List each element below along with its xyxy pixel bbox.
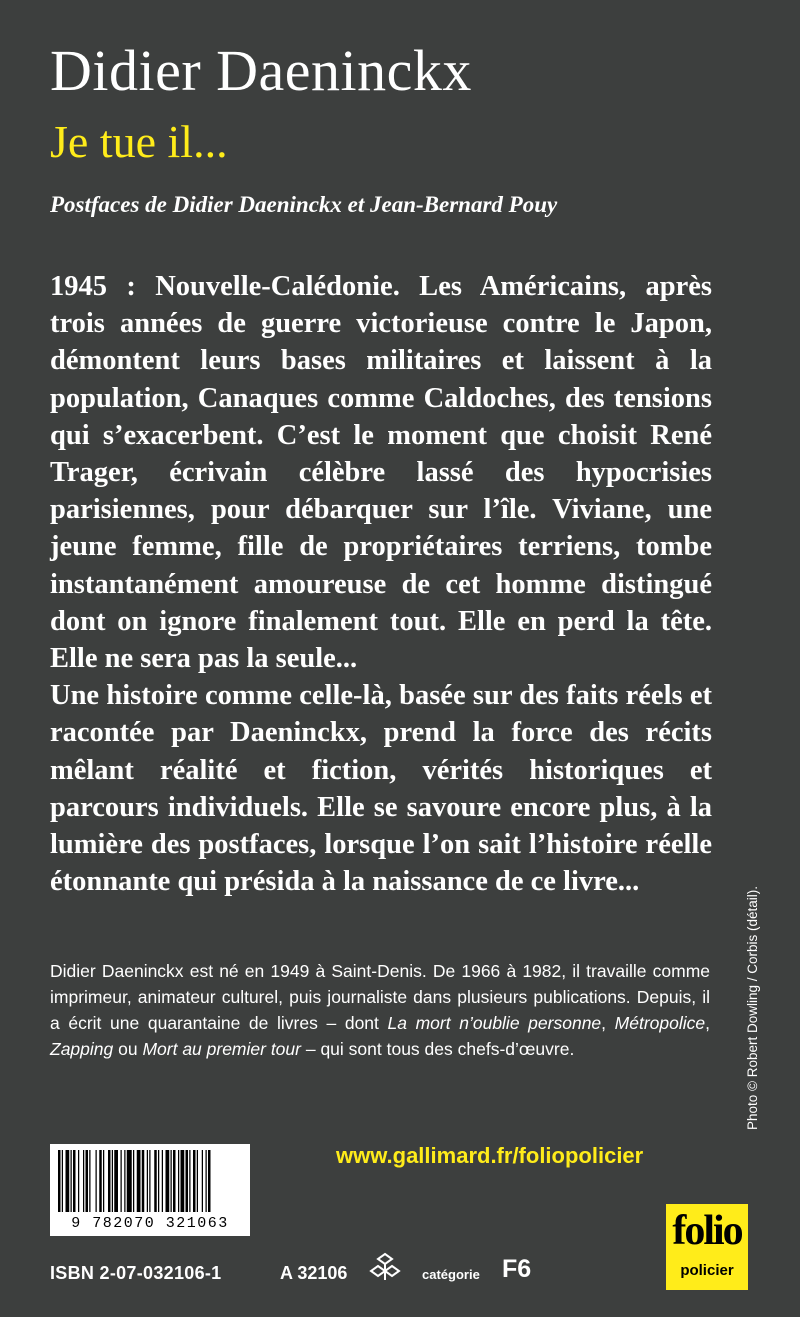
bio-work-title: Mort au premier tour [142,1039,301,1059]
publisher-mark-icon [368,1250,402,1284]
barcode-number: 9 782070 321063 [71,1215,229,1232]
postfaces-line: Postfaces de Didier Daeninckx et Jean-Bernard Pouy [50,192,558,217]
barcode-bar [99,1150,102,1212]
barcode-bar [154,1150,157,1212]
barcode-bar [186,1150,189,1212]
barcode-bar [73,1150,76,1212]
barcode-bar [133,1150,134,1212]
barcode-bar [206,1150,207,1212]
barcode-bar [158,1150,159,1212]
barcode-bar [171,1150,172,1212]
bio-text: Didier Daeninckx est né en 1949 à Saint-Denis. De 1966 à 1982, il travaille comme imprimeur, animateur culturel, puis journaliste dans plusieurs publications. Depuis, il a écrit une quarantaine de livres – dont [50,961,710,1033]
barcode-bar [112,1150,113,1212]
barcode-bar [208,1150,211,1212]
barcode-bar [197,1150,198,1212]
bio-text: – qui sont tous des chefs-d’œuvre. [300,1039,575,1059]
bio-separator: ou [113,1039,143,1059]
category-label: catégorie [422,1267,480,1282]
bio-work-title: La mort n’oublie personne [387,1013,602,1033]
barcode-bar [137,1150,141,1212]
barcode-bar [147,1150,148,1212]
barcode-bar [127,1150,132,1212]
barcode-bar [71,1150,72,1212]
barcode-bar [142,1150,145,1212]
barcode [50,1144,250,1236]
barcode-bar [166,1150,170,1212]
bio-separator: , [601,1013,615,1033]
barcode-bar [78,1150,79,1212]
barcode-bar [181,1150,185,1212]
category-value: F6 [502,1255,532,1283]
barcode-bar [114,1150,118,1212]
folio-logo-sub: policier [680,1262,734,1279]
barcode-bar [193,1150,196,1212]
blurb [50,268,712,900]
barcode-bar [149,1150,150,1212]
author-name: Didier Daeninckx [50,38,472,103]
barcode-bar [202,1150,203,1212]
bio-work-title: Métropolice [614,1013,706,1033]
bio-separator: , [705,1013,710,1033]
website-url[interactable]: www.gallimard.fr/foliopolicier [336,1143,644,1168]
barcode-bar [121,1150,122,1212]
barcode-bar [178,1150,179,1212]
barcode-bar [66,1150,70,1212]
barcode-bar [96,1150,97,1212]
barcode-bar [89,1150,90,1212]
barcode-bar [103,1150,104,1212]
author-bio [50,958,710,1062]
folio-logo-word: folio [672,1208,742,1254]
barcode-bar [86,1150,89,1212]
barcode-bar [58,1150,61,1212]
isbn: ISBN 2-07-032106-1 [50,1263,222,1283]
photo-credit-text: Photo © Robert Dowling / Corbis (détail). [745,885,760,1130]
barcode-bar [162,1150,163,1212]
barcode-bar [62,1150,63,1212]
barcode-bar [189,1150,190,1212]
barcode-bar [173,1150,176,1212]
book-title: Je tue il... [50,116,228,167]
photo-credit [744,808,764,1130]
barcode-bars [58,1150,242,1212]
catalog-code: A 32106 [280,1263,348,1283]
folio-policier-logo [666,1204,748,1290]
barcode-bar [83,1150,84,1212]
bio-work-title: Zapping [50,1039,114,1059]
barcode-bar [124,1150,125,1212]
blurb-paragraph: 1945 : Nouvelle-Calédonie. Les Américains, après trois années de guerre victorieuse contre le Japon, démontent leurs bases militaires et laissent à la population, Canaques comme Caldoches, des tensions qui s’exacerbent. C’est le moment que choisit René Trager, écrivain célèbre lassé des hypocrisies parisiennes, pour débarquer sur l’île. Viviane, une jeune femme, fille de propriétaires terriens, tombe instantanément amoureuse de cet homme distingué dont on ignore finalement tout. Elle en perd la tête. Elle ne sera pas la seule... [50,271,712,675]
barcode-bar [108,1150,111,1212]
blurb-paragraph: Une histoire comme celle-là, basée sur des faits réels et racontée par Daeninckx, prend la force des récits mêlant réalité et fiction, vérités historiques et parcours individuels. Elle se savoure encore plus, à la lumière des postfaces, lorsque l’on sait l’histoire réelle étonnante qui présida à la naissance de ce livre... [50,680,712,898]
